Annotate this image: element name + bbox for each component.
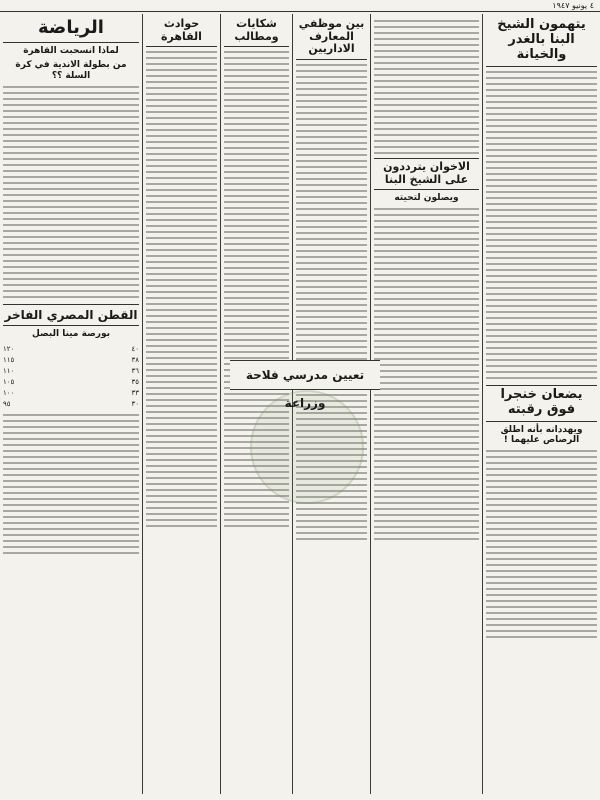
- sports-headline: الرياضة: [3, 16, 139, 43]
- cairo-body: [146, 51, 217, 527]
- sports-body-2: [3, 414, 139, 554]
- table-row: ٣٣ ١٠٠: [3, 388, 139, 397]
- dateline: ٤ يونيو ١٩٤٧: [0, 0, 600, 12]
- lead-headline: يتهمون الشيخ البنا بالغدر والخيانة: [486, 16, 597, 67]
- lead-subheadline-2: ويهددانه بأنه اطلق الرصاص عليهما !: [500, 424, 583, 446]
- lead-body: [486, 71, 597, 379]
- column-brothers: [370, 14, 482, 794]
- column-cairo: [142, 14, 220, 794]
- brothers-top-body: [374, 20, 479, 154]
- table-row: ٣٥ ١٠٥: [3, 377, 139, 386]
- lead-headline-2: يضعان خنجرا فوق رقبته: [486, 385, 597, 422]
- brothers-subheadline: ويصلون لتحيته: [394, 193, 459, 204]
- cotton-box-subheadline: بورصة مينا البصل: [32, 329, 110, 340]
- table-row: ٣٨ ١١٥: [3, 355, 139, 364]
- sports-subheadline-2: من بطولة الاندية في كرة السلة ؟؟: [15, 60, 127, 82]
- brothers-headline: الاخوان يترددون على الشيخ البنا: [374, 158, 479, 190]
- table-row: ٣٦ ١١٠: [3, 366, 139, 375]
- table-row: ٤٠ ١٢٠: [3, 344, 139, 353]
- agriculture-teachers-headline: تعيين مدرسي فلاحة وزراعة: [230, 360, 380, 390]
- cairo-headline: حوادث القاهرة: [146, 16, 217, 47]
- officials-headline: بين موظفي المعارف الاداريين: [296, 16, 367, 60]
- column-lead: [482, 14, 600, 794]
- cotton-box-headline: القطن المصري الفاخر: [3, 304, 139, 326]
- cotton-price-table: [3, 344, 139, 410]
- table-row: ٣٠ ٩٥: [3, 399, 139, 408]
- lead-body-2: [486, 450, 597, 638]
- sports-body: [3, 86, 139, 298]
- brothers-body: [374, 208, 479, 540]
- sports-subheadline: لماذا انسحبت القاهرة: [23, 45, 119, 56]
- column-sports: [0, 14, 142, 794]
- complaints-headline: شكايات ومطالب: [224, 16, 289, 47]
